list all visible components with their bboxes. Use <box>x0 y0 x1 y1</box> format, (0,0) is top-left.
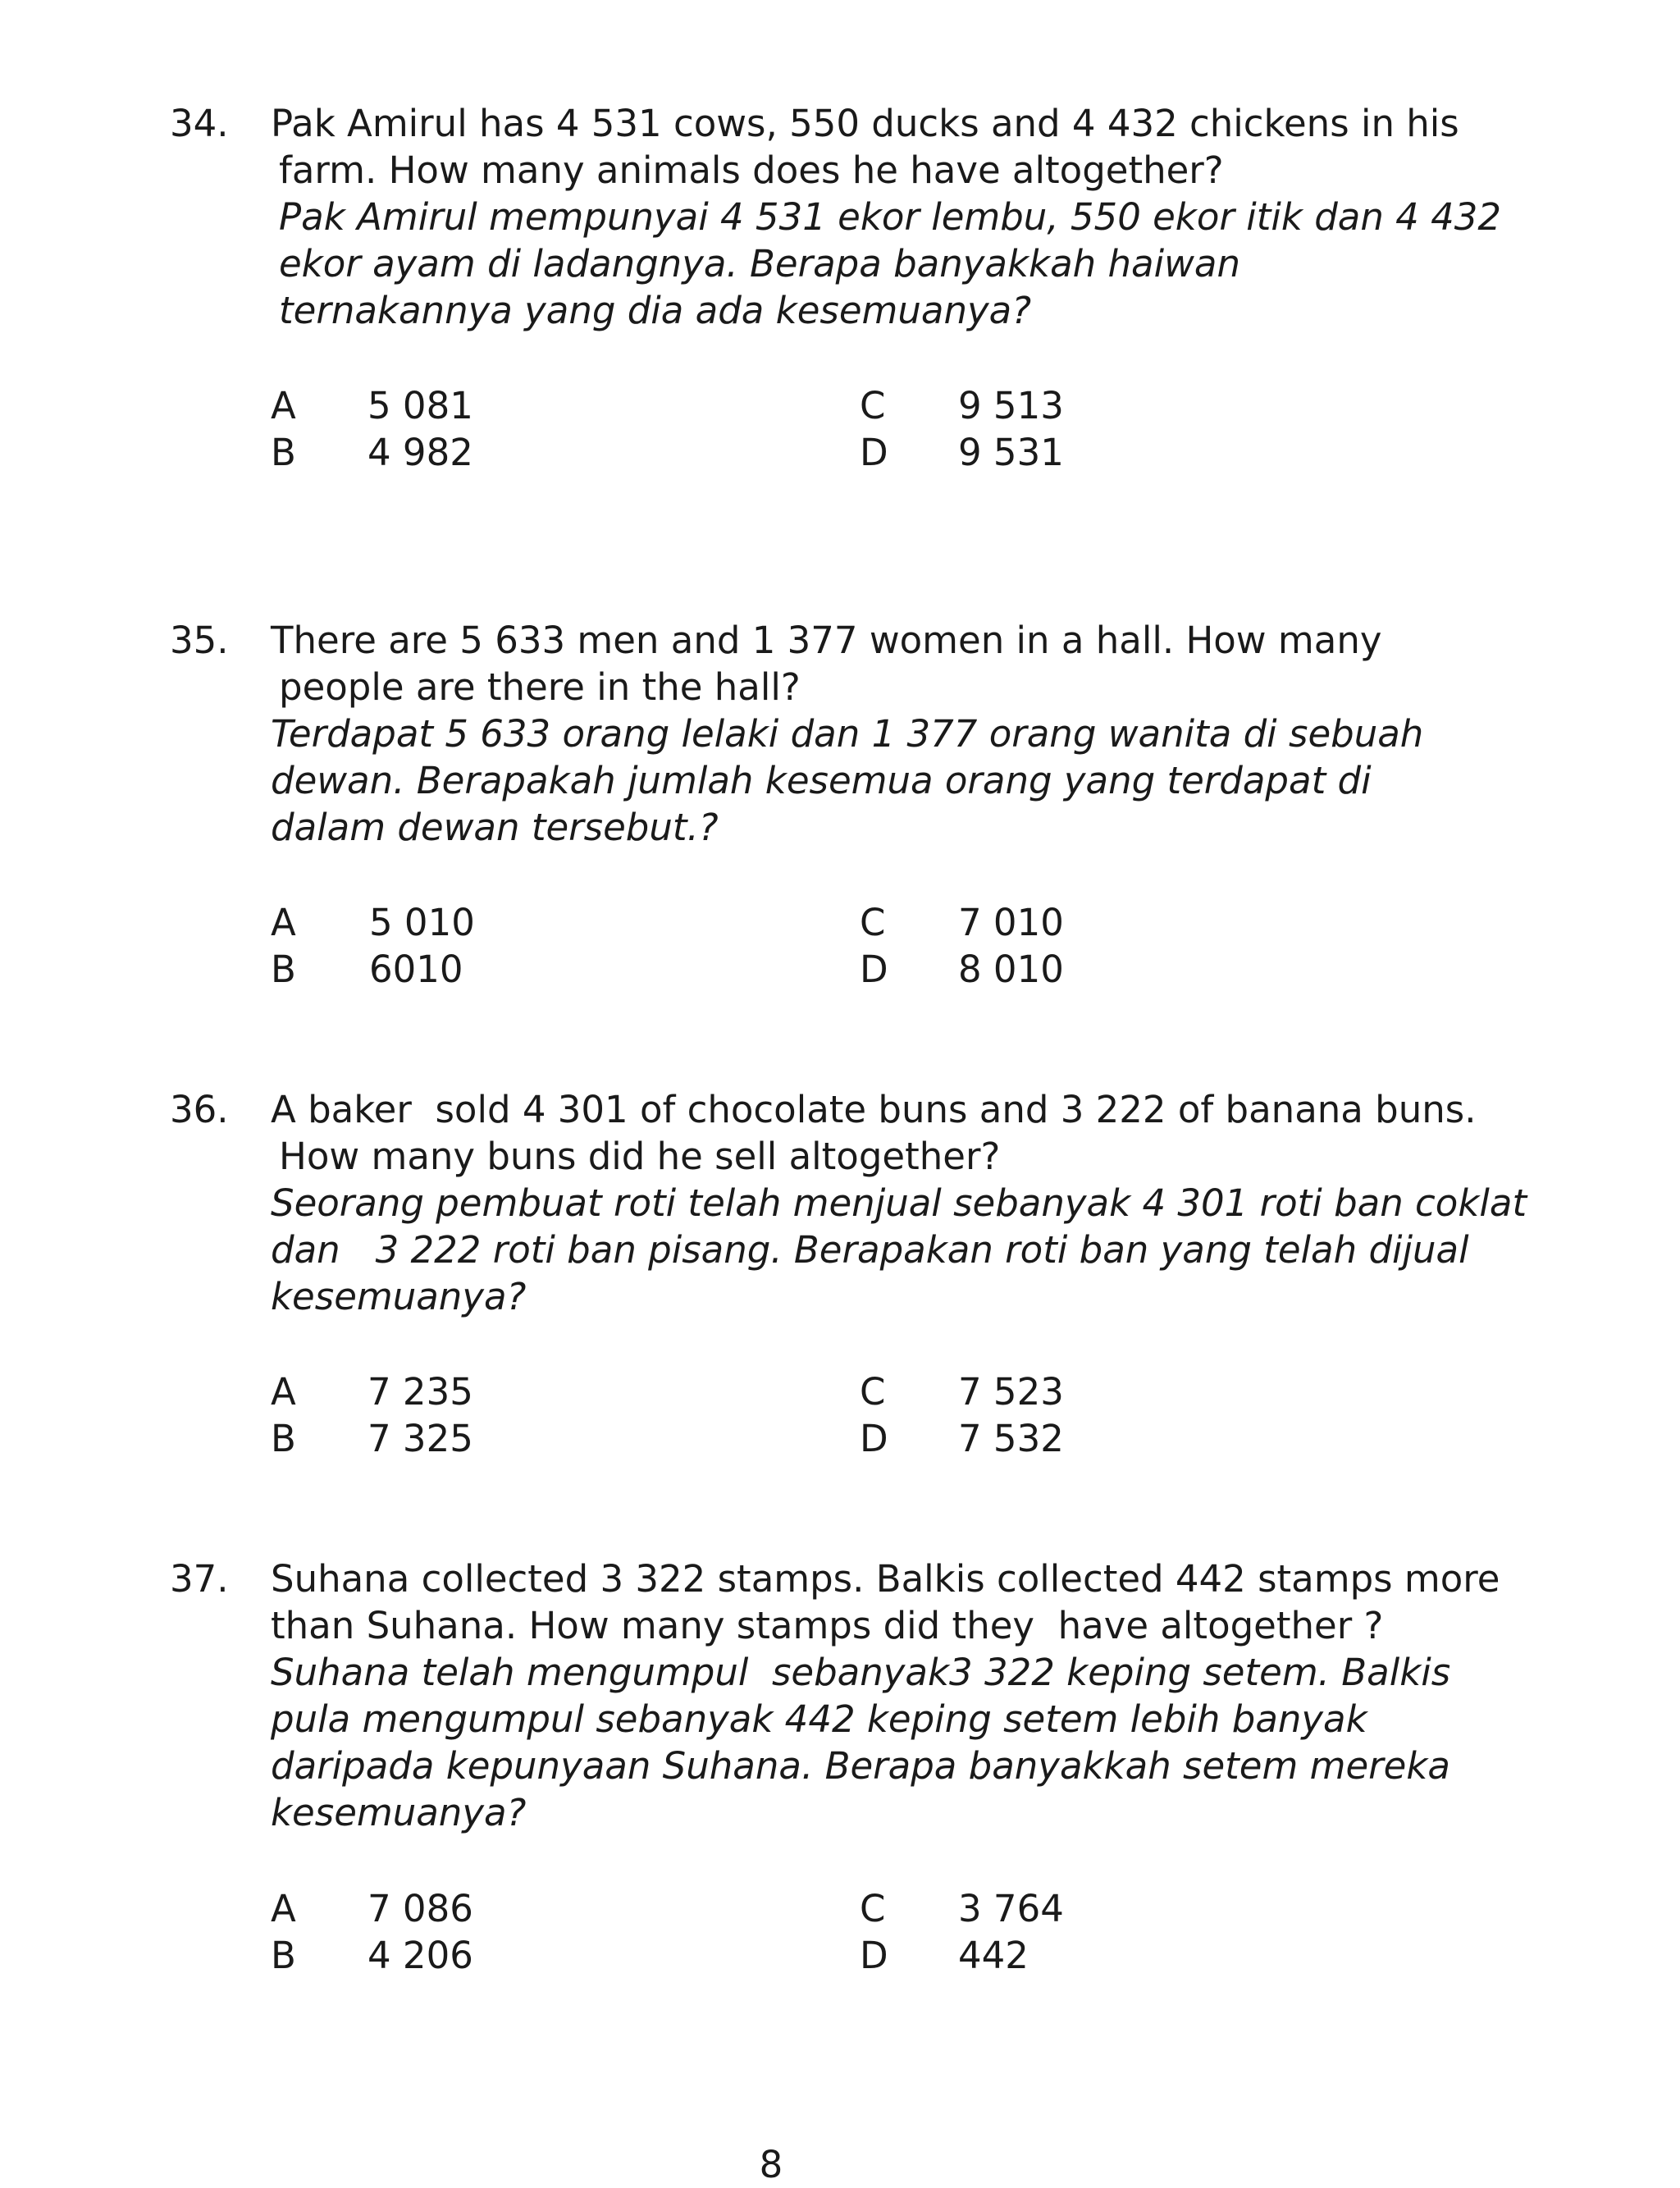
option-value: 3 764 <box>958 1887 1064 1930</box>
question-number: 35. <box>170 619 229 662</box>
option-letter: A <box>271 384 296 427</box>
question-malay-line: dan 3 222 roti ban pisang. Berapakan roti ban yang telah dijual <box>271 1228 1469 1272</box>
question-text <box>271 1555 1550 1836</box>
question-malay-line: kesemuanya? <box>271 1275 527 1318</box>
option-letter: D <box>860 1417 888 1460</box>
option-value: 442 <box>958 1934 1029 1977</box>
question-malay-line: dewan. Berapakah jumlah kesemua orang yang terdapat di <box>271 759 1372 802</box>
option-value: 4 206 <box>368 1934 473 1977</box>
question-english-line: How many buns did he sell altogether? <box>279 1135 1001 1178</box>
option-letter: D <box>860 1934 888 1977</box>
question-english-line: than Suhana. How many stamps did they have altogether ? <box>271 1604 1384 1647</box>
question-malay-line: Pak Amirul mempunyai 4 531 ekor lembu, 550 ekor itik dan 4 432 <box>279 195 1502 239</box>
question-malay-line: Seorang pembuat roti telah menjual sebanyak 4 301 roti ban coklat <box>271 1181 1527 1225</box>
option-value: 7 325 <box>368 1417 473 1460</box>
option-letter: D <box>860 431 888 474</box>
page-number: 8 <box>759 2143 783 2186</box>
question-malay-line: dalam dewan tersebut.? <box>271 806 719 849</box>
option-letter: C <box>860 1887 886 1930</box>
option-value: 8 010 <box>958 948 1064 991</box>
option-value: 5 081 <box>368 384 473 427</box>
question-number: 34. <box>170 102 229 145</box>
option-value: 9 513 <box>958 384 1064 427</box>
question-english-line: Suhana collected 3 322 stamps. Balkis collected 442 stamps more <box>271 1557 1500 1601</box>
option-letter: B <box>271 431 296 474</box>
option-value: 7 523 <box>958 1370 1064 1414</box>
option-letter: A <box>271 901 296 944</box>
option-value: 4 982 <box>368 431 473 474</box>
question-malay-line: kesemuanya? <box>271 1791 527 1834</box>
option-letter: D <box>860 948 888 991</box>
option-letter: B <box>271 1934 296 1977</box>
option-letter: C <box>860 384 886 427</box>
question-malay-line: pula mengumpul sebanyak 442 keping setem lebih banyak <box>271 1697 1367 1741</box>
options-37 <box>0 1885 1680 1984</box>
options-34 <box>0 382 1680 481</box>
option-value: 7 532 <box>958 1417 1064 1460</box>
option-value: 6010 <box>369 948 463 991</box>
question-english-line: Pak Amirul has 4 531 cows, 550 ducks and 4 432 chickens in his <box>271 102 1459 145</box>
option-value: 5 010 <box>369 901 475 944</box>
option-letter: C <box>860 901 886 944</box>
option-letter: A <box>271 1370 296 1414</box>
question-english-line: people are there in the hall? <box>279 665 801 709</box>
option-value: 7 010 <box>958 901 1064 944</box>
option-letter: C <box>860 1370 886 1414</box>
question-malay-line: ekor ayam di ladangnya. Berapa banyakkah haiwan <box>279 242 1240 285</box>
question-malay-line: daripada kepunyaan Suhana. Berapa banyakkah setem mereka <box>271 1744 1450 1788</box>
question-number: 36. <box>170 1088 229 1131</box>
question-malay-line: Suhana telah mengumpul sebanyak3 322 keping setem. Balkis <box>271 1651 1451 1694</box>
question-malay-line: Terdapat 5 633 orang lelaki dan 1 377 orang wanita di sebuah <box>271 712 1424 756</box>
question-malay-line: ternakannya yang dia ada kesemuanya? <box>279 289 1032 332</box>
question-english-line: There are 5 633 men and 1 377 women in a hall. How many <box>271 619 1382 662</box>
options-36 <box>0 1368 1680 1467</box>
option-value: 7 235 <box>368 1370 473 1414</box>
question-english-line: farm. How many animals does he have altogether? <box>279 148 1224 192</box>
question-text <box>271 100 1550 334</box>
option-value: 7 086 <box>368 1887 473 1930</box>
question-number: 37. <box>170 1557 229 1601</box>
option-letter: B <box>271 948 296 991</box>
option-value: 9 531 <box>958 431 1064 474</box>
option-letter: B <box>271 1417 296 1460</box>
option-letter: A <box>271 1887 296 1930</box>
question-text <box>271 1086 1550 1320</box>
options-35 <box>0 899 1680 998</box>
question-english-line: A baker sold 4 301 of chocolate buns and 3 222 of banana buns. <box>271 1088 1477 1131</box>
question-text <box>271 617 1550 851</box>
